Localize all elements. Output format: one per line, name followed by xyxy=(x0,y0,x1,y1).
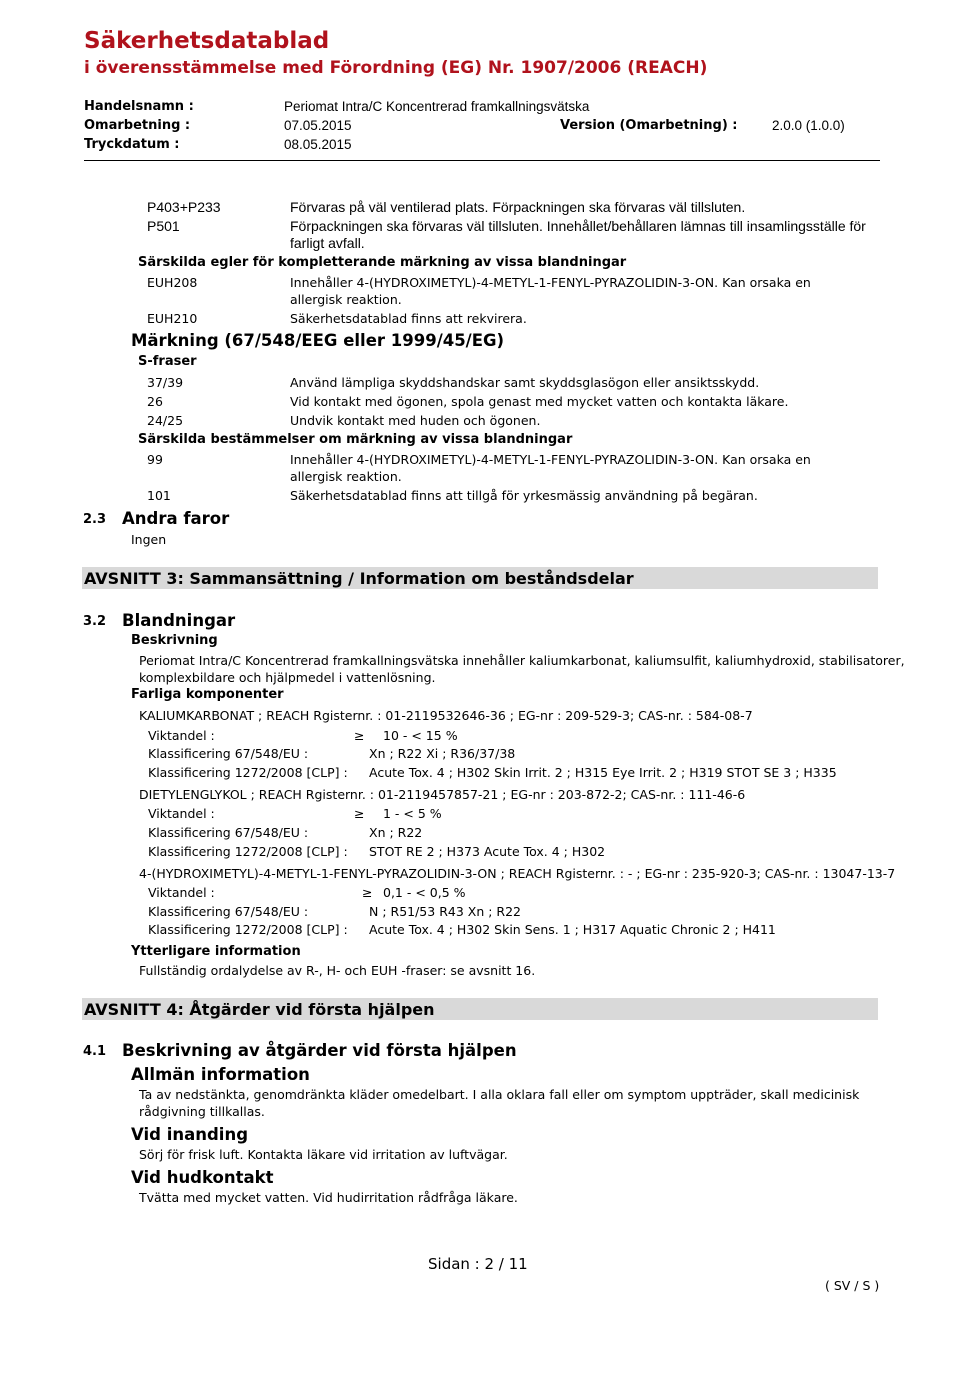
provision-code: 101 xyxy=(147,488,171,503)
weight-label: Viktandel : xyxy=(148,728,215,743)
print-date-label: Tryckdatum : xyxy=(84,137,180,152)
skin-contact-heading: Vid hudkontakt xyxy=(131,1168,274,1187)
class-clp-value: STOT RE 2 ; H373 Acute Tox. 4 ; H302 xyxy=(369,844,606,859)
class-clp-label: Klassificering 1272/2008 [CLP] : xyxy=(148,765,348,780)
p-code: P403+P233 xyxy=(147,199,221,215)
euh-text: allergisk reaktion. xyxy=(290,292,402,307)
special-rules-heading: Särskilda egler för kompletterande märkning av vissa blandningar xyxy=(138,255,627,270)
provision-text: Säkerhetsdatablad finns att tillgå för yrkesmässig användning på begäran. xyxy=(290,488,758,503)
class-eu-value: Xn ; R22 Xi ; R36/37/38 xyxy=(369,746,516,761)
section-4-bar xyxy=(82,998,878,1020)
hazards-text: Ingen xyxy=(131,532,167,547)
class-eu-label: Klassificering 67/548/EU : xyxy=(148,825,309,840)
subsection-number: 2.3 xyxy=(83,512,107,527)
s-phrase-code: 37/39 xyxy=(147,375,184,390)
trade-name-value: Periomat Intra/C Koncentrerad framkallningsvätska xyxy=(284,99,590,114)
more-info-text: Fullständig ordalydelse av R-, H- och EUH -fraser: se avsnitt 16. xyxy=(139,963,536,978)
print-date-value: 08.05.2015 xyxy=(284,137,352,152)
description-text: komplexbildare och hjälpmedel i vattenlösning. xyxy=(139,670,436,685)
s-phrase-code: 24/25 xyxy=(147,413,184,428)
version-value: 2.0.0 (1.0.0) xyxy=(772,118,845,133)
marking-heading: Märkning (67/548/EEG eller 1999/45/EG) xyxy=(131,331,505,350)
class-eu-label: Klassificering 67/548/EU : xyxy=(148,746,309,761)
class-eu-value: Xn ; R22 xyxy=(369,825,423,840)
hazard-components-heading: Farliga komponenter xyxy=(131,687,284,702)
geq-icon: ≥ xyxy=(354,806,365,821)
euh-text: Innehåller 4-(HYDROXIMETYL)-4-METYL-1-FENYL-PYRAZOLIDIN-3-ON. Kan orsaka en xyxy=(290,275,811,290)
header-divider xyxy=(84,160,880,161)
class-eu-label: Klassificering 67/548/EU : xyxy=(148,904,309,919)
p-text: Förpackningen ska förvaras väl tillsluten. Innehållet/behållaren lämnas till insamlingsställe för xyxy=(290,218,866,234)
s-phrase-text: Vid kontakt med ögonen, spola genast med mycket vatten och kontakta läkare. xyxy=(290,394,789,409)
euh-code: EUH208 xyxy=(147,275,198,290)
document-subtitle: i överensstämmelse med Förordning (EG) Nr. 1907/2006 (REACH) xyxy=(84,58,708,78)
subsection-number: 3.2 xyxy=(83,614,107,629)
provision-text: allergisk reaktion. xyxy=(290,469,402,484)
geq-icon: ≥ xyxy=(354,728,365,743)
description-heading: Beskrivning xyxy=(131,633,218,648)
section-3-title: AVSNITT 3: Sammansättning / Information om beståndsdelar xyxy=(84,569,634,588)
page-number: Sidan : 2 / 11 xyxy=(428,1255,528,1273)
section-4-title: AVSNITT 4: Åtgärder vid första hjälpen xyxy=(84,1000,435,1019)
version-label: Version (Omarbetning) : xyxy=(560,118,738,133)
p-code: P501 xyxy=(147,218,180,234)
s-phrase-text: Undvik kontakt med huden och ögonen. xyxy=(290,413,541,428)
s-phrase-text: Använd lämpliga skyddshandskar samt skyddsglasögon eller ansiktsskydd. xyxy=(290,375,760,390)
general-info-heading: Allmän information xyxy=(131,1065,310,1084)
subsection-title: Blandningar xyxy=(122,611,236,630)
subsection-title: Andra faror xyxy=(122,509,230,528)
weight-value: 0,1 - < 0,5 % xyxy=(383,885,466,900)
euh-code: EUH210 xyxy=(147,311,198,326)
class-clp-label: Klassificering 1272/2008 [CLP] : xyxy=(148,844,348,859)
geq-icon: ≥ xyxy=(362,885,373,900)
document-title: Säkerhetsdatablad xyxy=(84,28,330,54)
special-provisions-heading: Särskilda bestämmelser om märkning av vissa blandningar xyxy=(138,432,573,447)
section-3-bar xyxy=(82,567,878,589)
subsection-number: 4.1 xyxy=(83,1044,107,1059)
trade-name-label: Handelsnamn : xyxy=(84,99,194,114)
weight-value: 1 - < 5 % xyxy=(383,806,442,821)
skin-contact-text: Tvätta med mycket vatten. Vid hudirritation rådfråga läkare. xyxy=(139,1190,518,1205)
inhalation-heading: Vid inanding xyxy=(131,1125,248,1144)
description-text: Periomat Intra/C Koncentrerad framkallningsvätska innehåller kaliumkarbonat, kaliumsulfit, kaliumhydroxid, stabilisatorer, xyxy=(139,653,905,668)
class-clp-value: Acute Tox. 4 ; H302 Skin Sens. 1 ; H317 Aquatic Chronic 2 ; H411 xyxy=(369,922,776,937)
class-clp-value: Acute Tox. 4 ; H302 Skin Irrit. 2 ; H315 Eye Irrit. 2 ; H319 STOT SE 3 ; H335 xyxy=(369,765,837,780)
weight-label: Viktandel : xyxy=(148,806,215,821)
provision-code: 99 xyxy=(147,452,163,467)
more-info-heading: Ytterligare information xyxy=(131,944,301,959)
class-eu-value: N ; R51/53 R43 Xn ; R22 xyxy=(369,904,521,919)
component-name: 4-(HYDROXIMETYL)-4-METYL-1-FENYL-PYRAZOLIDIN-3-ON ; REACH Rgisternr. : - ; EG-nr : 235-920-3; CAS-nr. : 13047-13-7 xyxy=(139,866,896,881)
s-phrase-code: 26 xyxy=(147,394,163,409)
class-clp-label: Klassificering 1272/2008 [CLP] : xyxy=(148,922,348,937)
inhalation-text: Sörj för frisk luft. Kontakta läkare vid irritation av luftvägar. xyxy=(139,1147,508,1162)
general-info-text: rådgivning tillkallas. xyxy=(139,1104,265,1119)
revision-value: 07.05.2015 xyxy=(284,118,352,133)
component-name: DIETYLENGLYKOL ; REACH Rgisternr. : 01-2119457857-21 ; EG-nr : 203-872-2; CAS-nr. : 111-46-6 xyxy=(139,787,746,802)
subsection-title: Beskrivning av åtgärder vid första hjälpen xyxy=(122,1041,517,1060)
p-text: farligt avfall. xyxy=(290,235,365,251)
language-code: ( SV / S ) xyxy=(825,1278,880,1293)
revision-label: Omarbetning : xyxy=(84,118,191,133)
component-name: KALIUMKARBONAT ; REACH Rgisternr. : 01-2119532646-36 ; EG-nr : 209-529-3; CAS-nr. : 584-08-7 xyxy=(139,708,753,723)
s-phrases-heading: S-fraser xyxy=(138,354,197,369)
p-text: Förvaras på väl ventilerad plats. Förpackningen ska förvaras väl tillsluten. xyxy=(290,199,746,215)
provision-text: Innehåller 4-(HYDROXIMETYL)-4-METYL-1-FENYL-PYRAZOLIDIN-3-ON. Kan orsaka en xyxy=(290,452,811,467)
euh-text: Säkerhetsdatablad finns att rekvirera. xyxy=(290,311,527,326)
weight-value: 10 - < 15 % xyxy=(383,728,458,743)
general-info-text: Ta av nedstänkta, genomdränkta kläder omedelbart. I alla oklara fall eller om symptom uppträder, skall medicinisk xyxy=(139,1087,860,1102)
weight-label: Viktandel : xyxy=(148,885,215,900)
